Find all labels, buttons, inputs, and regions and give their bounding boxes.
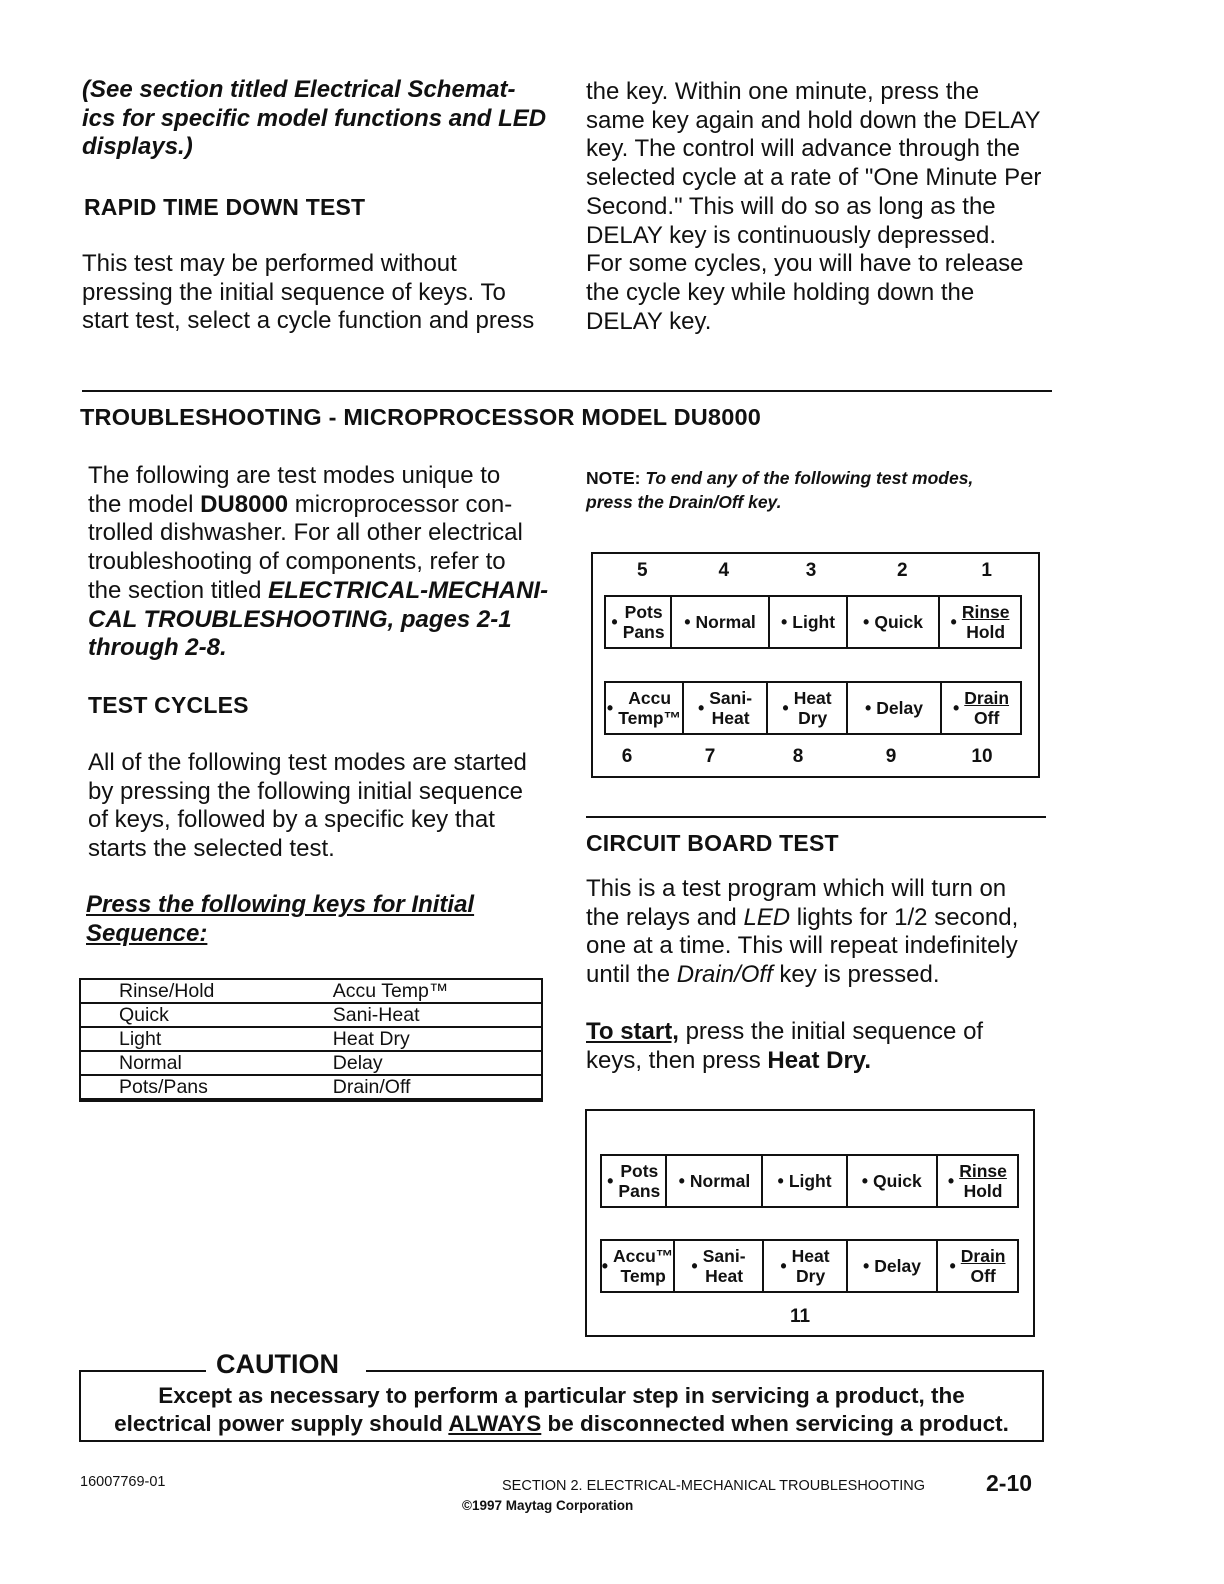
model-number: DU8000: [200, 490, 289, 518]
accu-temp-key: • Accu™ Temp: [602, 1241, 675, 1291]
pots-pans-key: • Pots Pans: [606, 597, 672, 647]
normal-key: • Normal: [667, 1156, 763, 1206]
text-line: by pressing the following initial sequence: [88, 777, 523, 805]
text-line: the section titled ELECTRICAL-MECHANI-: [88, 576, 549, 604]
pots-pans-key: • Pots Pans: [602, 1156, 667, 1206]
caution-line: Except as necessary to perform a particular step in servicing a product, the: [158, 1383, 965, 1408]
delay-key: • Delay: [848, 683, 942, 733]
text-line: the model DU8000 microprocessor con-: [88, 490, 513, 518]
table-row: [81, 1027, 541, 1051]
text-line: the cycle key while holding down the: [586, 278, 975, 306]
table-cell: Accu Temp™: [295, 979, 541, 1003]
sani-heat-key: • Sani- Heat: [675, 1241, 764, 1291]
text-line: For some cycles, you will have to release: [586, 250, 1024, 278]
key-number: 10: [971, 746, 993, 767]
section-divider: [82, 390, 1052, 392]
text-line: troubleshooting of components, refer to: [88, 548, 506, 576]
rapid-test-right-text: [586, 78, 1066, 336]
table-row: [81, 1003, 541, 1027]
rinse-hold-key: • Rinse Hold: [950, 602, 1010, 642]
table-cell: Normal: [81, 1051, 295, 1075]
key-number: 1: [981, 560, 992, 581]
text-line: This is a test program which will turn on: [586, 875, 1007, 902]
keypad-row-upper: [600, 1154, 1019, 1208]
text-line: To start, press the initial sequence of: [586, 1018, 984, 1045]
test-cycles-text: [88, 749, 558, 864]
text-line: start test, select a cycle function and press: [82, 307, 535, 335]
table-cell: Pots/Pans: [81, 1075, 295, 1099]
circuit-test-heading: CIRCUIT BOARD TEST: [586, 830, 839, 856]
text-line: pressing the initial sequence of keys. To: [82, 278, 506, 306]
table-cell: Delay: [295, 1051, 541, 1075]
text-line: keys, then press Heat Dry.: [586, 1046, 872, 1074]
text-line: All of the following test modes are started: [88, 749, 527, 776]
page-number: 2-10: [986, 1470, 1033, 1496]
table-cell: Sani-Heat: [295, 1003, 541, 1027]
text-line: the key. Within one minute, press the: [586, 78, 980, 105]
intro-note: [82, 76, 552, 162]
accu-temp-key: • Accu Temp™: [606, 683, 684, 733]
key-number: 2: [897, 560, 908, 581]
key-number: 4: [718, 560, 730, 581]
text-line: key. The control will advance through the: [586, 135, 1021, 163]
rinse-hold-key: • Rinse Hold: [947, 1161, 1007, 1201]
text-line: the relays and LED lights for 1/2 second,: [586, 903, 1019, 931]
keypad-diagram-numbered: [591, 552, 1040, 778]
text-line: This test may be performed without: [82, 250, 457, 277]
text-line: CAL TROUBLESHOOTING, pages 2-1: [88, 605, 512, 633]
intro-note-line: displays.): [82, 133, 193, 161]
note-label: NOTE:: [586, 468, 641, 488]
text-line: starts the selected test.: [88, 835, 335, 863]
table-cell: Light: [81, 1027, 295, 1051]
drain-off-key: • Drain Off: [952, 688, 1010, 728]
circuit-divider: [586, 816, 1046, 818]
table-cell: Drain/Off: [295, 1075, 541, 1099]
rapid-test-left-text: [82, 250, 562, 336]
intro-note-line: (See section titled Electrical Schemat-: [82, 76, 516, 103]
key-numbers-bottom: [604, 746, 1024, 768]
table-cell: Rinse/Hold: [81, 979, 295, 1003]
keypad-row-lower: [600, 1239, 1019, 1293]
key-number: 7: [704, 746, 716, 767]
table-row: [81, 1051, 541, 1075]
table-row: [81, 1075, 541, 1099]
keypad-diagram-circuit-test: [585, 1109, 1035, 1337]
text-line: DELAY key is continuously depressed.: [586, 221, 997, 249]
test-cycles-heading: TEST CYCLES: [88, 692, 249, 718]
intro-note-line: ics for specific model functions and LED: [82, 104, 547, 132]
light-key: • Light: [763, 1156, 847, 1206]
key-number: 5: [636, 560, 648, 581]
text-line: until the Drain/Off key is pressed.: [586, 961, 940, 989]
footer-section: SECTION 2. ELECTRICAL-MECHANICAL TROUBLESHOOTING: [502, 1478, 925, 1494]
normal-key: • Normal: [672, 597, 770, 647]
test-mode-note: NOTE: To end any of the following test modes, press the Drain/Off key.: [586, 468, 974, 512]
key-number: 9: [885, 746, 897, 767]
table-cell: Quick: [81, 1003, 295, 1027]
key-number: 6: [621, 746, 633, 767]
table-row: [81, 979, 541, 1003]
caution-text: [79, 1382, 1044, 1438]
heat-dry-key: • Heat Dry: [768, 683, 848, 733]
delay-key: • Delay: [848, 1241, 938, 1291]
caution-title: CAUTION: [216, 1349, 339, 1379]
quick-key: • Quick: [848, 1156, 938, 1206]
text-line: selected cycle at a rate of "One Minute Per: [586, 164, 1042, 192]
quick-key: • Quick: [848, 597, 940, 647]
key-number: 3: [805, 560, 817, 581]
keypad-row-upper: [604, 595, 1022, 649]
text-line: trolled dishwasher. For all other electrical: [88, 519, 523, 547]
rapid-test-heading: RAPID TIME DOWN TEST: [84, 194, 366, 220]
key-number: 11: [790, 1306, 811, 1327]
drain-off-key: • Drain Off: [949, 1246, 1006, 1286]
text-line: Second." This will do so as long as the: [586, 192, 996, 220]
text-line: DELAY key.: [586, 307, 712, 335]
table-cell: Heat Dry: [295, 1027, 541, 1051]
text-line: through 2-8.: [88, 634, 227, 662]
key-number: 8: [792, 746, 804, 767]
initial-sequence-label: Press the following keys for Initial Sequence:: [86, 891, 475, 947]
circuit-test-start-text: [586, 1018, 1046, 1075]
intro-paragraph: [88, 462, 558, 663]
caution-line: electrical power supply should ALWAYS be disconnected when servicing a product.: [114, 1411, 1009, 1436]
heat-dry-key: • Heat Dry: [764, 1241, 848, 1291]
sani-heat-key: • Sani- Heat: [684, 683, 768, 733]
key-numbers-top: [604, 560, 1024, 582]
text-line: The following are test modes unique to: [88, 462, 501, 489]
text-line: of keys, followed by a specific key that: [88, 806, 495, 834]
section-title: TROUBLESHOOTING - MICROPROCESSOR MODEL DU8000: [80, 404, 761, 430]
circuit-test-text: [586, 875, 1046, 990]
copyright: ©1997 Maytag Corporation: [462, 1498, 634, 1513]
keypad-row-lower: [604, 681, 1022, 735]
light-key: • Light: [770, 597, 848, 647]
initial-sequence-table: [79, 978, 543, 1102]
text-line: one at a time. This will repeat indefinitely: [586, 932, 1018, 960]
document-number: 16007769-01: [80, 1474, 166, 1490]
text-line: same key again and hold down the DELAY: [586, 106, 1041, 134]
